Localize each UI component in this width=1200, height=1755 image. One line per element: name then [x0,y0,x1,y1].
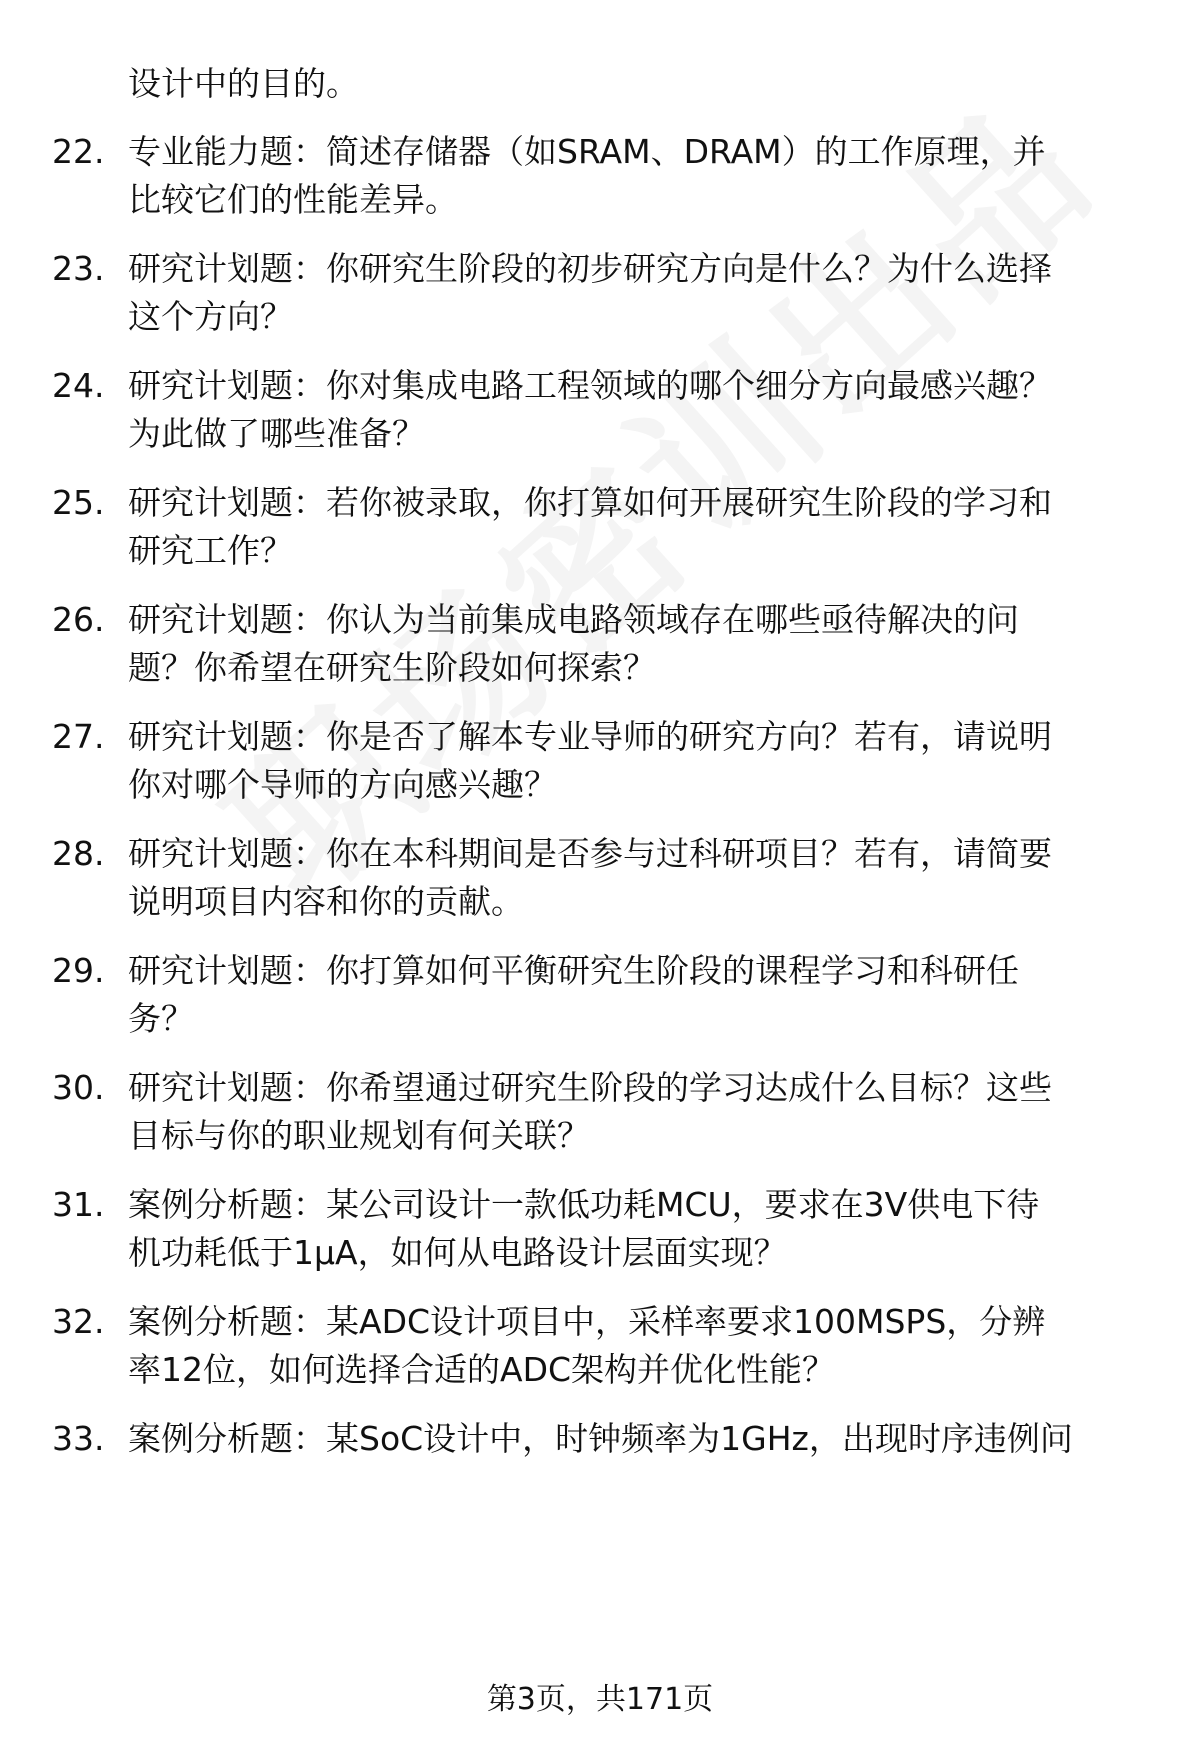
question-text [128,245,1140,341]
question-line: 你对哪个导师的方向感兴趣？ [128,765,557,804]
question-number: 23. [52,249,105,288]
question-line: 说明项目内容和你的贡献。 [128,882,524,921]
question-line: 研究计划题：你认为当前集成电路领域存在哪些亟待解决的问 [128,600,1019,639]
question-line: 研究计划题：你对集成电路工程领域的哪个细分方向最感兴趣？ [128,366,1052,405]
question-number: 26. [52,600,105,639]
question-text [128,596,1140,692]
question-line: 机功耗低于1μA，如何从电路设计层面实现？ [128,1233,787,1272]
question-number: 24. [52,366,105,405]
question-text [128,1181,1140,1277]
question-line: 这个方向？ [128,297,293,336]
question-line: 研究计划题：若你被录取，你打算如何开展研究生阶段的学习和 [128,483,1052,522]
question-line: 目标与你的职业规划有何关联？ [128,1116,590,1155]
question-line: 研究计划题：你希望通过研究生阶段的学习达成什么目标？这些 [128,1068,1052,1107]
page-footer: 第3页，共171页 [486,1682,714,1717]
question-line: 题？你希望在研究生阶段如何探索？ [128,648,656,687]
question-line: 研究计划题：你打算如何平衡研究生阶段的课程学习和科研任 [128,951,1019,990]
question-line: 研究计划题：你在本科期间是否参与过科研项目？若有，请简要 [128,834,1052,873]
question-number: 29. [52,951,105,990]
question-text [128,1415,1140,1463]
continuation-line: 设计中的目的。 [128,64,359,103]
question-number: 33. [52,1419,105,1458]
question-text [128,1064,1140,1160]
question-number: 22. [52,132,105,171]
question-line: 案例分析题：某SoC设计中，时钟频率为1GHz，出现时序违例问 [128,1419,1073,1458]
question-line: 案例分析题：某ADC设计项目中，采样率要求100MSPS，分辨 [128,1302,1046,1341]
question-number: 30. [52,1068,105,1107]
question-text [128,479,1140,575]
question-line: 务？ [128,999,194,1038]
question-line: 比较它们的性能差异。 [128,180,458,219]
question-text [128,947,1140,1043]
question-text [128,713,1140,809]
question-number: 27. [52,717,105,756]
question-text [128,362,1140,458]
question-text [128,128,1140,224]
question-line: 研究计划题：你是否了解本专业导师的研究方向？若有，请说明 [128,717,1052,756]
question-number: 25. [52,483,105,522]
question-line: 专业能力题：简述存储器（如SRAM、DRAM）的工作原理，并 [128,132,1046,171]
question-line: 研究计划题：你研究生阶段的初步研究方向是什么？为什么选择 [128,249,1052,288]
question-number: 28. [52,834,105,873]
question-line: 案例分析题：某公司设计一款低功耗MCU，要求在3V供电下待 [128,1185,1040,1224]
question-line: 为此做了哪些准备？ [128,414,425,453]
question-number: 31. [52,1185,105,1224]
question-number: 32. [52,1302,105,1341]
question-text [128,830,1140,926]
question-text [128,1298,1140,1394]
question-line: 率12位，如何选择合适的ADC架构并优化性能？ [128,1350,836,1389]
question-line: 研究工作？ [128,531,293,570]
